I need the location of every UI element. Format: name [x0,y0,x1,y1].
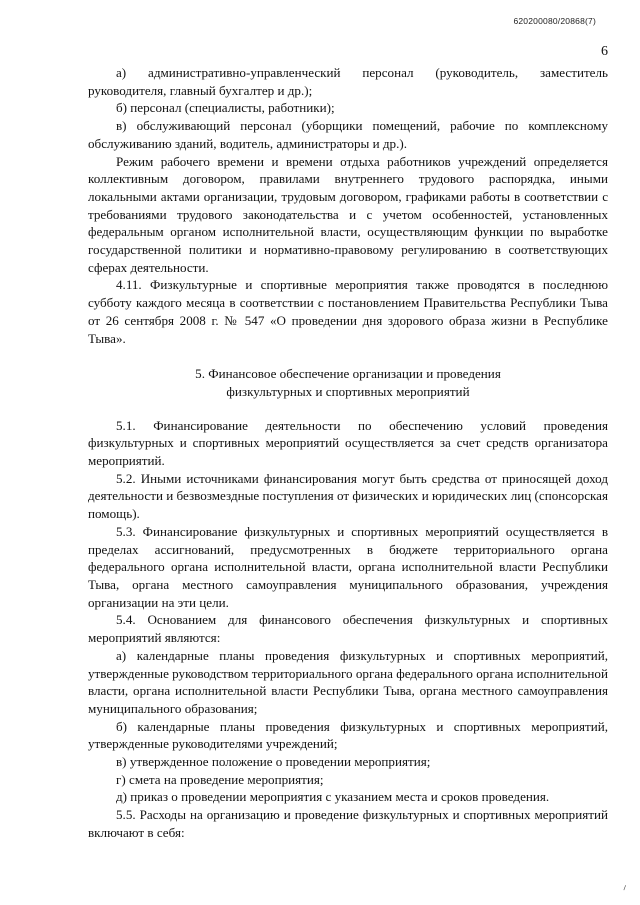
paragraph: 5.4. Основанием для финансового обеспечения физкультурных и спортивных мероприятий являются: [88,612,608,646]
paragraph: б) календарные планы проведения физкультурных и спортивных мероприятий, утвержденные руководителями учреждений; [88,718,608,752]
section-heading-line-1: 5. Финансовое обеспечение организации и проведения [195,366,501,382]
paragraph: а) административно-управленческий персонал (руководитель, заместитель руководителя, главный бухгалтер и др.); [88,65,608,98]
paragraph: 5.1. Финансирование деятельности по обеспечению условий проведения физкультурных и спортивных мероприятий осуществляется за счет средств организатора мероприятий. [88,417,608,469]
paragraph: д) приказ о проведении мероприятия с указанием места и сроков проведения. [116,789,550,805]
pen-mark: ⸝ [618,879,629,893]
document-code: 620200080/20868(7) [513,16,596,26]
paragraph: 4.11. Физкультурные и спортивные мероприятия также проводятся в последнюю субботу каждого месяца в соответствии с постановлением Правительства Республики Тыва от 26 сентября 2008 г. № 547 «О проведении дня здорового образа жизни в Республике Тыва». [88,277,608,346]
paragraph: б) персонал (специалисты, работники); [116,100,335,116]
section-heading [88,365,608,400]
paragraph: 5.2. Иными источниками финансирования могут быть средства от приносящей доход деятельности и безвозмездные поступления от физических и юридических лиц (спонсорская помощь). [88,470,609,522]
page-number: 6 [601,44,608,59]
paragraph: в) утвержденное положение о проведении мероприятия; [116,754,431,770]
paragraph: г) смета на проведение мероприятия; [116,771,324,787]
paragraph: 5.5. Расходы на организацию и проведение физкультурных и спортивных мероприятий включают в себя: [88,807,608,840]
paragraph: в) обслуживающий персонал (уборщики помещений, рабочие по комплексному обслуживанию зданий, водитель, администраторы и др.). [88,118,608,151]
paragraph: 5.3. Финансирование физкультурных и спортивных мероприятий осуществляется в пределах ассигнований, предусмотренных в бюджете территориального органа федерального органа исполнительной власти, органа исполнительной власти Республики Тыва, органа местного самоуправления муниципального образования, учреждения организации на эти цели. [88,523,608,610]
document-body [88,64,608,842]
section-heading-line-2: физкультурных и спортивных мероприятий [226,383,470,399]
paragraph: а) календарные планы проведения физкультурных и спортивных мероприятий, утвержденные руководством территориального органа федерального органа исполнительной власти, органа исполнительной власти Республики Тыва, органа местного самоуправления муниципального образования; [88,647,608,716]
paragraph: Режим рабочего времени и времени отдыха работников учреждений определяется коллективным договором, правилами внутреннего трудового распорядка, иными локальными актами организации, трудовым договором, графиками работы в соответствии с требованиями трудового законодательства и с учетом особенностей, установленных федеральным органом исполнительной власти, осуществляющим функции по выработке государственной политики и нормативно-правовому регулированию в соответствующих сферах деятельности. [88,153,608,275]
